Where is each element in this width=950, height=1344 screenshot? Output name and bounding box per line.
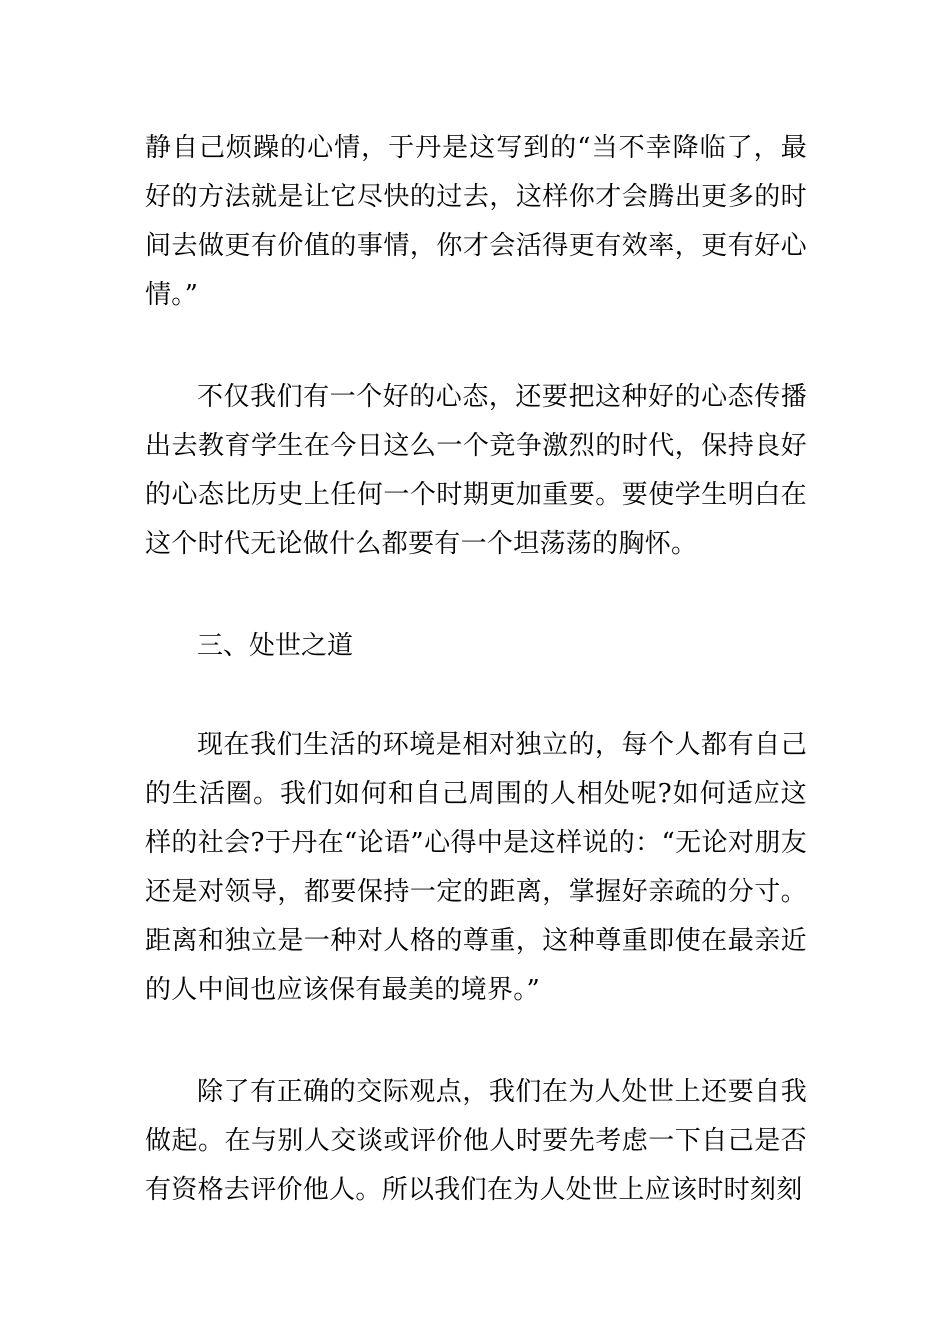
paragraph-mindset: 不仅我们有一个好的心态，还要把这种好的心态传播出去教育学生在今日这么一个竞争激烈的时代，保持良好的心态比历史上任何一个时期更加重要。要使学生明白在这个时代无论做什么都要有一个坦荡荡的胸怀。 [145, 382, 807, 559]
paragraph-continued: 静自己烦躁的心情，于丹是这写到的“当不幸降临了，最好的方法就是让它尽快的过去，这样你才会腾出更多的时间去做更有价值的事情，你才会活得更有效率，更有好心情。” [145, 133, 807, 310]
paragraph-relationships: 现在我们生活的环境是相对独立的，每个人都有自己的生活圈。我们如何和自己周围的人相处呢?如何适应这样的社会?于丹在“论语”心得中是这样说的：“无论对朋友还是对领导，都要保持一定的距离，掌握好亲疏的分寸。距离和独立是一种对人格的尊重，这种尊重即使在最亲近的人中间也应该保有最美的境界。” [145, 730, 807, 1005]
paragraph-self-conduct: 除了有正确的交际观点，我们在为人处世上还要自我做起。在与别人交谈或评价他人时要先考虑一下自己是否有资格去评价他人。所以我们在为人处世上应该时时刻刻 [145, 1077, 807, 1205]
section-heading: 三、处世之道 [197, 631, 354, 661]
